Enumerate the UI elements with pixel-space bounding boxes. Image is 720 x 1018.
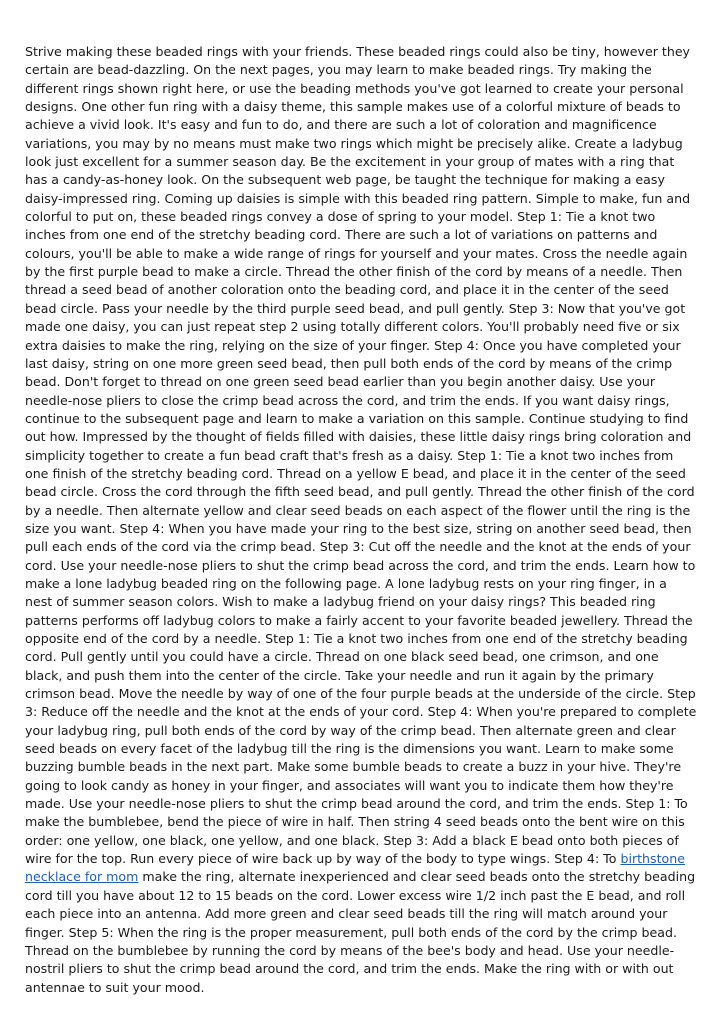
birthstone-necklace-link[interactable]: birthstone necklace for mom [25, 851, 685, 885]
article-paragraph [25, 43, 697, 997]
article-text-after-link: make the ring, alternate inexperienced and clear seed beads onto the stretchy beading cord till you have about 12 to 15 beads on the cord. Lower excess wire 1/2 inch past the E bead, and roll each piece into an antenna. Add more green and clear seed beads till the ring will match around your finger. Step 5: When the ring is the proper measurement, pull both ends of the cord by the crimp bead. Thread on the bumblebee by running the cord by means of the bee's body and head. Use your needle-nostril pliers to shut the crimp bead around the cord, and trim the ends. Make the ring with or with out antennae to suit your mood. [25, 869, 696, 995]
document-page [25, 43, 697, 997]
article-text-before-link: Strive making these beaded rings with your friends. These beaded rings could also be tiny, however they certain are bead-dazzling. On the next pages, you may learn to make beaded rings. Try making the different rings shown right here, or use the beading methods you've got learned to create your personal designs. One other fun ring with a daisy theme, this sample makes use of a colorful mixture of beads to achieve a vivid look. It's easy and fun to do, and there are such a lot of coloration and magnificence variations, you may by no means must make two rings which might be precisely alike. Create a ladybug look just excellent for a summer season day. Be the excitement in your group of mates with a ring that has a candy-as-honey look. On the subsequent web page, be taught the technique for making a easy daisy-impressed ring. Coming up daisies is simple with this beaded ring pattern. Simple to make, fun and colorful to put on, these beaded rings convey a dose of spring to your model. Step 1: Tie a knot two inches from one end of the stretchy beading cord. There are such a lot of variations on patterns and colours, you'll be able to make a wide range of rings for yourself and your mates. Cross the needle again by the first purple bead to make a circle. Thread the other finish of the cord by means of a needle. Then thread a seed bead of another coloration onto the beading cord, and place it in the center of the seed bead circle. Pass your needle by the third purple seed bead, and pull gently. Step 3: Now that you've got made one daisy, you can just repeat step 2 using totally different colors. You'll probably need five or six extra daisies to make the ring, relying on the size of your finger. Step 4: Once you have completed your last daisy, string on one more green seed bead, then pull both ends of the cord by means of the crimp bead. Don't forget to thread on one green seed bead earlier than you begin another daisy. Use your needle-nose pliers to close the crimp bead across the cord, and trim the ends. If you want daisy rings, continue to the subsequent page and learn to make a variation on this sample. Continue studying to find out how. Impressed by the thought of fields filled with daisies, these little daisy rings bring coloration and simplicity together to create a fun bead craft that's fresh as a daisy. Step 1: Tie a knot two inches from one finish of the stretchy beading cord. Thread on a yellow E bead, and place it in the center of the seed bead circle. Cross the cord through the fifth seed bead, and pull gently. Thread the other finish of the cord by a needle. Then alternate yellow and clear seed beads on each aspect of the flower until the ring is the size you want. Step 4: When you have made your ring to the best size, string on another seed bead, then pull each ends of the cord via the crimp bead. Step 3: Cut off the needle and the knot at the ends of your cord. Use your needle-nose pliers to shut the crimp bead across the cord, and trim the ends. Learn how to make a lone ladybug beaded ring on the following page. A lone ladybug rests on your ring finger, in a nest of summer season colors. Wish to make a ladybug friend on your daisy rings? This beaded ring patterns performs off ladybug colors to make a fairly accent to your favorite beaded jewellery. Thread the opposite end of the cord by a needle. Step 1: Tie a knot two inches from one end of the stretchy beading cord. Pull gently until you could have a circle. Thread on one black seed bead, one crimson, and one black, and push them into the center of the circle. Take your needle and run it again by the primary crimson bead. Move the needle by way of one of the four purple beads at the underside of the circle. Step 3: Reduce off the needle and the knot at the ends of your cord. Step 4: When you're prepared to complete your ladybug ring, pull both ends of the cord by way of the crimp bead. Then alternate green and clear seed beads on every facet of the ladybug till the ring is the dimensions you want. Learn to make some buzzing bumble beads in the next part. Make some bumble beads to create a buzz in your hive. They're going to look candy as honey in your finger, and associates will want you to indicate them how they're made. Use your needle-nose pliers to shut the crimp bead around the cord, and trim the ends. Step 1: To make the bumblebee, bend the piece of wire in half. Then string 4 seed beads onto the bent wire on this order: one yellow, one black, one yellow, and one black. Step 3: Add a black E bead onto both pieces of wire for the top. Run every piece of wire back up by way of the body to type wings. Step 4: To [25, 44, 697, 867]
